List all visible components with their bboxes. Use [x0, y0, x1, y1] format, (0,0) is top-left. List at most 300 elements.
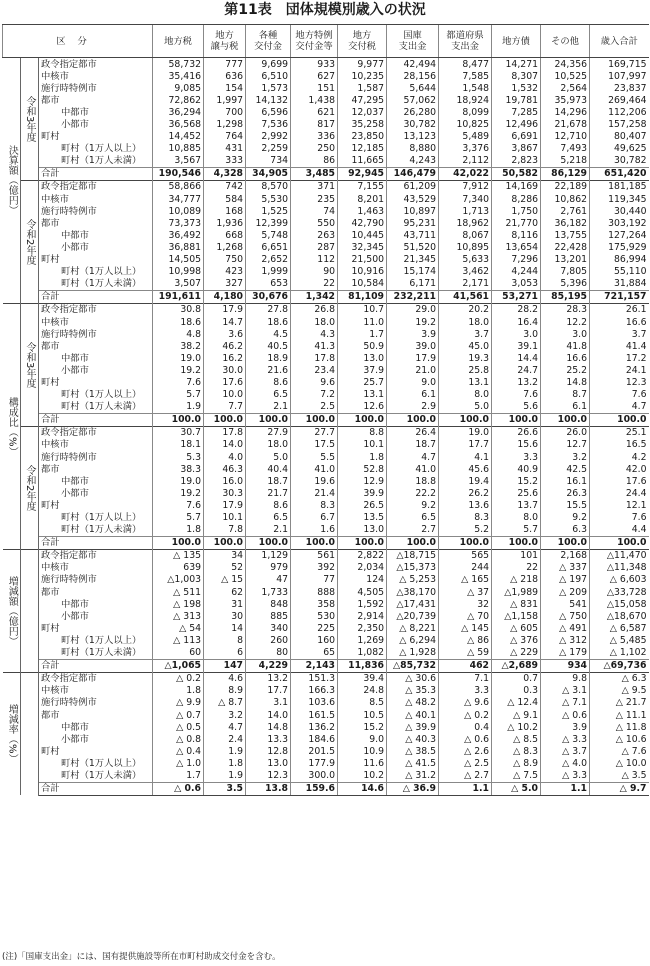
value-cell: 14,132 — [246, 94, 291, 106]
value-cell: 100.0 — [204, 536, 246, 549]
value-cell: 3.9 — [541, 721, 590, 733]
value-cell: 32,345 — [338, 241, 387, 253]
table-row — [3, 685, 649, 697]
value-cell: 42.0 — [590, 463, 649, 475]
value-cell: 24.1 — [590, 364, 649, 376]
table-row — [3, 217, 649, 229]
value-cell: 1,463 — [338, 205, 387, 217]
value-cell: 19,781 — [492, 94, 541, 106]
value-cell: 30,676 — [246, 290, 291, 303]
value-cell: 6.5 — [387, 511, 439, 523]
value-cell: 18.7 — [246, 475, 291, 487]
row-label: 町村（1万人以上） — [61, 757, 142, 769]
value-cell: 49,625 — [590, 143, 649, 155]
value-cell: 22.2 — [387, 487, 439, 499]
value-cell: 36,881 — [153, 241, 204, 253]
header-row — [3, 25, 649, 58]
value-cell: △ 6.3 — [590, 672, 649, 685]
table-row — [3, 364, 649, 376]
value-cell: 184.6 — [291, 733, 338, 745]
value-cell: 12.3 — [590, 376, 649, 388]
row-label: 政令指定都市 — [39, 303, 153, 316]
row-label: 小都市 — [61, 119, 89, 131]
col-header: 地方 譲与税 — [204, 25, 246, 58]
col-header: その他 — [541, 25, 590, 58]
value-cell: 888 — [291, 586, 338, 598]
table-row — [3, 499, 649, 511]
table-row — [3, 266, 649, 278]
row-label: 中核市 — [41, 562, 69, 574]
value-cell: 35,416 — [153, 70, 204, 82]
value-cell: 541 — [541, 598, 590, 610]
value-cell: 3.3 — [492, 451, 541, 463]
value-cell: 700 — [204, 106, 246, 118]
value-cell: 15.6 — [492, 439, 541, 451]
value-cell: 26.4 — [387, 426, 439, 439]
value-cell: 19.3 — [439, 352, 492, 364]
value-cell: 340 — [246, 622, 291, 634]
value-cell: 4,229 — [246, 659, 291, 672]
table-row — [3, 180, 649, 193]
value-cell: 26,280 — [387, 106, 439, 118]
value-cell: 13,201 — [541, 254, 590, 266]
value-cell: △ 9.1 — [492, 709, 541, 721]
value-cell: △ 605 — [492, 622, 541, 634]
table-row — [3, 733, 649, 745]
row-label: 合計 — [39, 290, 153, 303]
table-row — [3, 376, 649, 388]
row-label: 町村 — [41, 745, 60, 757]
value-cell: △ 37 — [439, 586, 492, 598]
value-cell: 19.0 — [153, 475, 204, 487]
fiscal-year-label — [21, 549, 39, 672]
value-cell: 100.0 — [291, 536, 338, 549]
value-cell: △ 9.9 — [153, 697, 204, 709]
table-row — [3, 303, 649, 316]
value-cell: 8,286 — [492, 193, 541, 205]
row-label: 中都市 — [61, 352, 89, 364]
value-cell: 7,805 — [541, 266, 590, 278]
table-row — [3, 487, 649, 499]
value-cell: 11,665 — [338, 155, 387, 168]
value-cell: 41.8 — [541, 340, 590, 352]
value-cell: 14.0 — [246, 709, 291, 721]
value-cell: 269,464 — [590, 94, 649, 106]
value-cell: 19.2 — [153, 364, 204, 376]
value-cell: 4.7 — [204, 721, 246, 733]
value-cell: 9.8 — [541, 672, 590, 685]
value-cell: △1,003 — [153, 574, 204, 586]
value-cell: 15.2 — [338, 721, 387, 733]
value-cell: 40.5 — [246, 340, 291, 352]
value-cell: △ 59 — [439, 647, 492, 660]
value-cell: 19.6 — [291, 475, 338, 487]
value-cell: △ 5.0 — [492, 782, 541, 795]
value-cell: 5.0 — [439, 401, 492, 414]
value-cell: 17.5 — [291, 439, 338, 451]
value-cell: 24,356 — [541, 58, 590, 71]
row-label: 中核市 — [41, 316, 69, 328]
value-cell: 3.2 — [541, 451, 590, 463]
row-label: 町村（1万人未満） — [61, 401, 142, 413]
value-cell: △ 6,294 — [387, 634, 439, 646]
value-cell: 17.7 — [246, 685, 291, 697]
value-cell: 9.0 — [338, 733, 387, 745]
value-cell: 4,244 — [492, 266, 541, 278]
value-cell: 21,500 — [338, 254, 387, 266]
value-cell: △ 0.6 — [541, 709, 590, 721]
value-cell: 14,505 — [153, 254, 204, 266]
value-cell: 30.7 — [153, 426, 204, 439]
table-row — [3, 574, 649, 586]
value-cell: 333 — [204, 155, 246, 168]
value-cell: 303,192 — [590, 217, 649, 229]
row-label: 小都市 — [61, 241, 89, 253]
value-cell: 244 — [439, 562, 492, 574]
value-cell: 86,129 — [541, 167, 590, 180]
value-cell: 15,174 — [387, 266, 439, 278]
value-cell: 37.9 — [338, 364, 387, 376]
value-cell: 21,770 — [492, 217, 541, 229]
value-cell: 16.6 — [541, 352, 590, 364]
table-row — [3, 757, 649, 769]
value-cell: 119,345 — [590, 193, 649, 205]
value-cell: 1,268 — [204, 241, 246, 253]
value-cell: 651,420 — [590, 167, 649, 180]
value-cell: 9,977 — [338, 58, 387, 71]
value-cell: 157,258 — [590, 118, 649, 130]
value-cell: 46.3 — [204, 463, 246, 475]
total-row — [3, 782, 649, 795]
value-cell: △ 2.5 — [439, 757, 492, 769]
value-cell: 169,715 — [590, 58, 649, 71]
value-cell: 764 — [204, 131, 246, 143]
value-cell: 39.4 — [338, 672, 387, 685]
col-header: 各種 交付金 — [246, 25, 291, 58]
row-label: 小都市 — [61, 364, 89, 376]
value-cell: 100.0 — [590, 536, 649, 549]
value-cell: △ 11.1 — [590, 709, 649, 721]
value-cell: △ 3.3 — [541, 733, 590, 745]
value-cell: 161.5 — [291, 709, 338, 721]
row-label: 都市 — [41, 463, 60, 475]
value-cell: 5.3 — [153, 451, 204, 463]
value-cell: 1,587 — [338, 82, 387, 94]
value-cell: △ 9.5 — [590, 685, 649, 697]
value-cell: 300.0 — [291, 769, 338, 782]
value-cell: 41,561 — [439, 290, 492, 303]
value-cell: 191,611 — [153, 290, 204, 303]
row-label: 町村（1万人未満） — [61, 769, 142, 781]
value-cell: 77 — [291, 574, 338, 586]
value-cell: 3.6 — [204, 328, 246, 340]
row-label: 町村（1万人以上） — [61, 512, 142, 524]
value-cell: 1.8 — [338, 451, 387, 463]
value-cell: 9.2 — [387, 499, 439, 511]
value-cell: 584 — [204, 193, 246, 205]
value-cell: 41.0 — [387, 463, 439, 475]
value-cell: △ 0.5 — [153, 721, 204, 733]
value-cell: 160 — [291, 634, 338, 646]
value-cell: 5.7 — [153, 389, 204, 401]
value-cell: △ 8,221 — [387, 622, 439, 634]
value-cell: 27.8 — [246, 303, 291, 316]
value-cell: 6.5 — [246, 389, 291, 401]
value-cell: 10.0 — [204, 389, 246, 401]
value-cell: 10,916 — [338, 266, 387, 278]
row-label: 施行時特例市 — [41, 205, 97, 217]
value-cell: △33,728 — [590, 586, 649, 598]
value-cell: 50.9 — [338, 340, 387, 352]
value-cell: 25.2 — [541, 364, 590, 376]
row-label: 町村（1万人以上） — [61, 389, 142, 401]
value-cell: △ 86 — [439, 634, 492, 646]
value-cell: △1,989 — [492, 586, 541, 598]
table-row — [3, 328, 649, 340]
value-cell: 42,494 — [387, 58, 439, 71]
value-cell: 18.7 — [387, 439, 439, 451]
value-cell: △ 3.3 — [541, 769, 590, 782]
row-label: 合計 — [39, 167, 153, 180]
value-cell: 18.8 — [387, 475, 439, 487]
value-cell: 4.5 — [246, 328, 291, 340]
row-label: 政令指定都市 — [39, 426, 153, 439]
value-cell: △ 0.6 — [439, 733, 492, 745]
value-cell: 8,307 — [492, 70, 541, 82]
value-cell: △ 4.0 — [541, 757, 590, 769]
row-label: 中都市 — [61, 598, 89, 610]
value-cell: 885 — [246, 610, 291, 622]
value-cell: 8.6 — [246, 499, 291, 511]
value-cell: 60 — [153, 647, 204, 660]
value-cell: 34 — [204, 549, 246, 562]
value-cell: 13.0 — [246, 757, 291, 769]
value-cell: 2,992 — [246, 131, 291, 143]
value-cell: 28,156 — [387, 70, 439, 82]
section-category-label: 増減額（億円） — [3, 549, 21, 672]
value-cell: 13.2 — [492, 376, 541, 388]
total-row — [3, 413, 649, 426]
value-cell: 30 — [204, 610, 246, 622]
row-label: 中都市 — [61, 106, 89, 118]
value-cell: 250 — [291, 143, 338, 155]
value-cell: 3,462 — [439, 266, 492, 278]
value-cell: 27.9 — [246, 426, 291, 439]
value-cell: △ 6,587 — [590, 622, 649, 634]
value-cell: 21.7 — [246, 487, 291, 499]
value-cell: 15.5 — [541, 499, 590, 511]
value-cell: 5,644 — [387, 82, 439, 94]
section-category-label: 決算額（億円） — [3, 58, 21, 304]
value-cell: 18.6 — [153, 316, 204, 328]
value-cell: 151 — [291, 82, 338, 94]
value-cell: 40.4 — [246, 463, 291, 475]
value-cell: 5.2 — [439, 524, 492, 537]
value-cell: 3.0 — [492, 328, 541, 340]
table-row — [3, 70, 649, 82]
value-cell: 734 — [246, 155, 291, 168]
value-cell: 147 — [204, 659, 246, 672]
value-cell: 9.0 — [387, 376, 439, 388]
value-cell: 11,836 — [338, 659, 387, 672]
value-cell: 12.3 — [246, 769, 291, 782]
table-row — [3, 401, 649, 414]
table-row — [3, 598, 649, 610]
value-cell: 17.9 — [204, 499, 246, 511]
value-cell: 7,340 — [439, 193, 492, 205]
value-cell: △ 3.7 — [541, 745, 590, 757]
row-label: 町村（1万人未満） — [61, 155, 142, 167]
value-cell: 6,510 — [246, 70, 291, 82]
value-cell: 42,790 — [338, 217, 387, 229]
value-cell: 43,529 — [387, 193, 439, 205]
table-row — [3, 524, 649, 537]
value-cell: 17.8 — [204, 426, 246, 439]
value-cell: 13,755 — [541, 229, 590, 241]
value-cell: △ 1,102 — [590, 647, 649, 660]
value-cell: 1,129 — [246, 549, 291, 562]
value-cell: 777 — [204, 58, 246, 71]
row-label: 町村（1万人未満） — [61, 278, 142, 290]
value-cell: 8,477 — [439, 58, 492, 71]
row-label: 町村 — [41, 622, 60, 634]
value-cell: 2.4 — [204, 733, 246, 745]
value-cell: △ 8.9 — [492, 757, 541, 769]
col-header: 国庫 支出金 — [387, 25, 439, 58]
value-cell: 5,748 — [246, 229, 291, 241]
value-cell: 462 — [439, 659, 492, 672]
value-cell: △ 135 — [153, 549, 204, 562]
total-row — [3, 659, 649, 672]
value-cell: 4.8 — [153, 328, 204, 340]
value-cell: 6.1 — [387, 389, 439, 401]
value-cell: 371 — [291, 180, 338, 193]
value-cell: 817 — [291, 118, 338, 130]
value-cell: 2,034 — [338, 562, 387, 574]
row-label: 都市 — [41, 586, 60, 598]
value-cell: 2.1 — [246, 524, 291, 537]
value-cell: 52.8 — [338, 463, 387, 475]
value-cell: △ 7.1 — [541, 697, 590, 709]
value-cell: 232,211 — [387, 290, 439, 303]
value-cell: 13.0 — [338, 352, 387, 364]
value-cell: 58,732 — [153, 58, 204, 71]
value-cell: 8,067 — [439, 229, 492, 241]
value-cell: 112 — [291, 254, 338, 266]
value-cell: 13,123 — [387, 131, 439, 143]
row-label: 施行時特例市 — [41, 328, 97, 340]
value-cell: 14,452 — [153, 131, 204, 143]
value-cell: 181,185 — [590, 180, 649, 193]
value-cell: 12,037 — [338, 106, 387, 118]
category-header: 区分 — [3, 25, 153, 58]
value-cell: △ 38.5 — [387, 745, 439, 757]
value-cell: 5.6 — [492, 401, 541, 414]
value-cell: 6,171 — [387, 278, 439, 291]
value-cell: 565 — [439, 549, 492, 562]
value-cell: 8.6 — [246, 376, 291, 388]
value-cell: 16.1 — [541, 475, 590, 487]
value-cell: 19.4 — [439, 475, 492, 487]
table-row — [3, 229, 649, 241]
table-row — [3, 278, 649, 291]
value-cell: 12.9 — [338, 475, 387, 487]
value-cell: △ 30.6 — [387, 672, 439, 685]
value-cell: △ 7.5 — [492, 769, 541, 782]
value-cell: 38.2 — [153, 340, 204, 352]
value-cell: 5,530 — [246, 193, 291, 205]
value-cell: 18.1 — [153, 439, 204, 451]
value-cell: △ 113 — [153, 634, 204, 646]
value-cell: 1,342 — [291, 290, 338, 303]
value-cell: 13,654 — [492, 241, 541, 253]
value-cell: △69,736 — [590, 659, 649, 672]
value-cell: △ 312 — [541, 634, 590, 646]
value-cell: 2.5 — [291, 401, 338, 414]
value-cell: 27.7 — [291, 426, 338, 439]
value-cell: 100.0 — [246, 413, 291, 426]
value-cell: 1,573 — [246, 82, 291, 94]
value-cell: 14.4 — [492, 352, 541, 364]
row-label: 中都市 — [61, 229, 89, 241]
value-cell: 3,053 — [492, 278, 541, 291]
value-cell: △11,348 — [590, 562, 649, 574]
value-cell: 30,440 — [590, 205, 649, 217]
row-label: 都市 — [41, 709, 60, 721]
table-row — [3, 316, 649, 328]
row-label: 中核市 — [41, 193, 69, 205]
value-cell: 4.7 — [387, 451, 439, 463]
value-cell: △ 5,253 — [387, 574, 439, 586]
value-cell: 36,294 — [153, 106, 204, 118]
value-cell: 13.3 — [246, 733, 291, 745]
value-cell: 550 — [291, 217, 338, 229]
row-label: 町村 — [41, 254, 60, 266]
value-cell: 24.7 — [492, 364, 541, 376]
table-row — [3, 340, 649, 352]
value-cell: 12.8 — [246, 745, 291, 757]
table-row — [3, 463, 649, 475]
value-cell: 668 — [204, 229, 246, 241]
value-cell: 100.0 — [338, 413, 387, 426]
value-cell: 1.9 — [204, 769, 246, 782]
row-label: 都市 — [41, 217, 60, 229]
value-cell: 1,532 — [492, 82, 541, 94]
value-cell: 74 — [291, 205, 338, 217]
table-row — [3, 58, 649, 71]
value-cell: 8.7 — [541, 389, 590, 401]
table-row — [3, 155, 649, 168]
row-label: 町村（1万人未満） — [61, 647, 142, 659]
row-label: 施行時特例市 — [41, 82, 97, 94]
value-cell: 85,195 — [541, 290, 590, 303]
value-cell: △ 2.7 — [439, 769, 492, 782]
value-cell: 6.5 — [246, 511, 291, 523]
value-cell: 8.3 — [439, 511, 492, 523]
value-cell: △20,739 — [387, 610, 439, 622]
value-cell: △ 1.0 — [153, 757, 204, 769]
value-cell: △ 54 — [153, 622, 204, 634]
value-cell: 1.1 — [541, 782, 590, 795]
value-cell: 53,271 — [492, 290, 541, 303]
value-cell: △ 3.5 — [590, 769, 649, 782]
value-cell: 8,116 — [492, 229, 541, 241]
table-row — [3, 389, 649, 401]
value-cell: 81,109 — [338, 290, 387, 303]
value-cell: △ 10.2 — [492, 721, 541, 733]
value-cell: 21,345 — [387, 254, 439, 266]
value-cell: 2,564 — [541, 82, 590, 94]
